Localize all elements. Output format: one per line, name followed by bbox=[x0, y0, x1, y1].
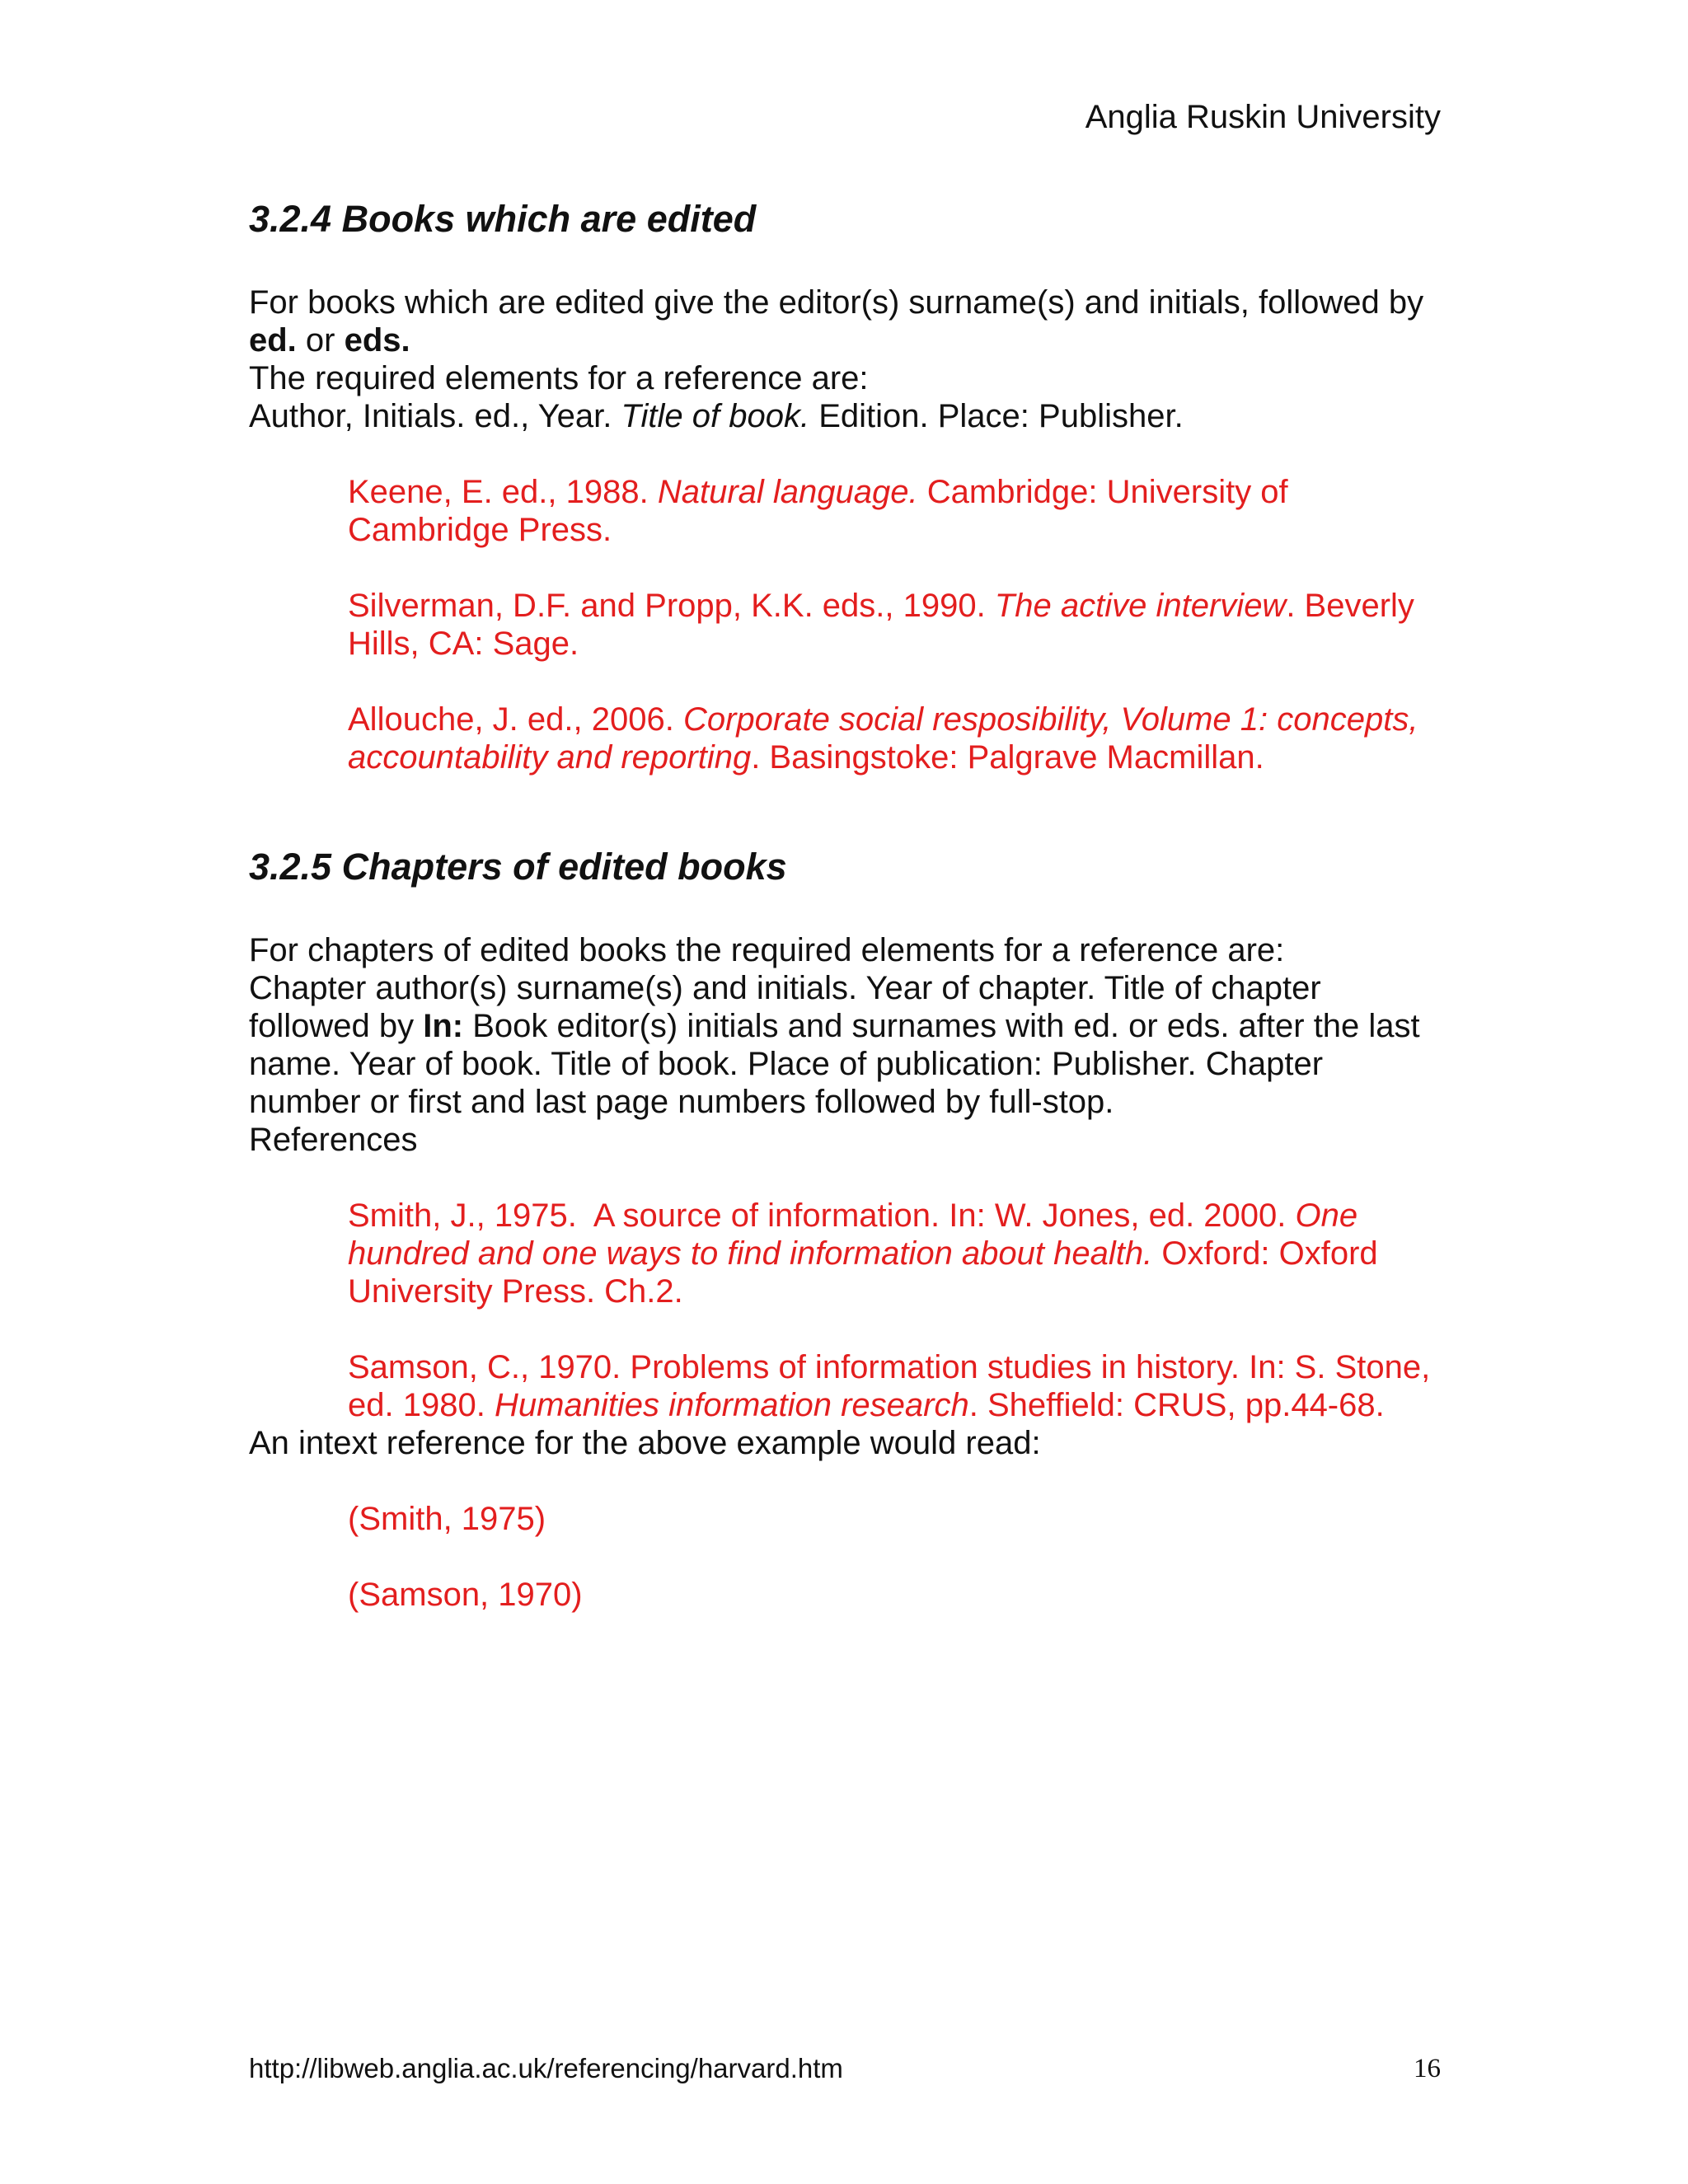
ref-title: Corporate social resposibility, Volume 1: concepts, accountability and reporting bbox=[348, 701, 1418, 776]
ref-publisher: . Basingstoke: Palgrave Macmillan. bbox=[751, 739, 1264, 776]
format-prefix: Author, Initials. ed., Year. bbox=[249, 398, 621, 434]
intro-ed: ed. bbox=[249, 322, 297, 359]
page-number: 16 bbox=[1414, 2054, 1441, 2083]
intext-example: (Smith, 1975) bbox=[348, 1501, 546, 1537]
ref-author: Samson, C., 1970. Problems of information studies in history. In: S. Stone, ed. 1980. bbox=[348, 1349, 1440, 1423]
reference-example bbox=[348, 1197, 1386, 1310]
references-label: References bbox=[249, 1122, 418, 1158]
intext-example: (Samson, 1970) bbox=[348, 1577, 583, 1613]
ref-title: One hundred and one ways to find information about health. bbox=[348, 1197, 1358, 1272]
ref-title: The active interview bbox=[994, 588, 1287, 624]
ref-title: Natural language. bbox=[657, 474, 918, 510]
intro-or: or bbox=[296, 322, 345, 359]
section-3-2-5-intro: For chapters of edited books the required elements for a reference are: bbox=[249, 932, 1285, 968]
ref-author: Silverman, D.F. and Propp, K.K. eds., 1990. bbox=[348, 588, 995, 624]
footer-url: http://libweb.anglia.ac.uk/referencing/harvard.htm bbox=[249, 2053, 843, 2083]
required-elements-text: The required elements for a reference are: bbox=[249, 360, 869, 396]
desc-part-b: Book editor(s) initials and surnames with ed. or eds. after the last name. Year of book. Title of book. Place of publication: Publisher. Chapter number or first and last page numbers followed by full-stop. bbox=[249, 1008, 1429, 1120]
format-suffix: Edition. Place: Publisher. bbox=[809, 398, 1184, 434]
reference-format bbox=[249, 397, 1444, 435]
intext-label: An intext reference for the above example would read: bbox=[249, 1425, 1041, 1461]
ref-author: Smith, J., 1975. A source of information. In: W. Jones, ed. 2000. bbox=[348, 1197, 1296, 1234]
format-title: Title of book. bbox=[621, 398, 810, 434]
ref-author: Allouche, J. ed., 2006. bbox=[348, 701, 683, 738]
section-heading-3-2-4: 3.2.4 Books which are edited bbox=[249, 198, 757, 240]
ref-publisher: . Sheffield: CRUS, pp.44-68. bbox=[968, 1387, 1385, 1423]
ref-title: Humanities information research bbox=[494, 1387, 969, 1423]
ref-publisher: Cambridge: University of Cambridge Press. bbox=[348, 474, 1297, 548]
reference-example bbox=[348, 1348, 1448, 1424]
reference-example bbox=[348, 473, 1296, 549]
intro-eds: eds. bbox=[344, 322, 410, 359]
section-heading-3-2-5: 3.2.5 Chapters of edited books bbox=[249, 846, 787, 888]
ref-publisher: Oxford: Oxford University Press. Ch.2. bbox=[348, 1235, 1387, 1310]
reference-example bbox=[348, 701, 1444, 776]
ref-publisher: . Beverly Hills, CA: Sage. bbox=[348, 588, 1424, 662]
main-content bbox=[249, 196, 1444, 1614]
section-3-2-4-intro bbox=[249, 284, 1444, 359]
intro-text: For books which are edited give the editor(s) surname(s) and initials, followed by bbox=[249, 284, 1424, 321]
ref-author: Keene, E. ed., 1988. bbox=[348, 474, 658, 510]
header-institution: Anglia Ruskin University bbox=[1085, 99, 1441, 135]
reference-example bbox=[348, 587, 1436, 663]
desc-in: In: bbox=[423, 1008, 464, 1044]
desc-part-a: Chapter author(s) surname(s) and initials. Year of chapter. Title of chapter followed by bbox=[249, 970, 1330, 1044]
chapter-description bbox=[249, 969, 1428, 1121]
